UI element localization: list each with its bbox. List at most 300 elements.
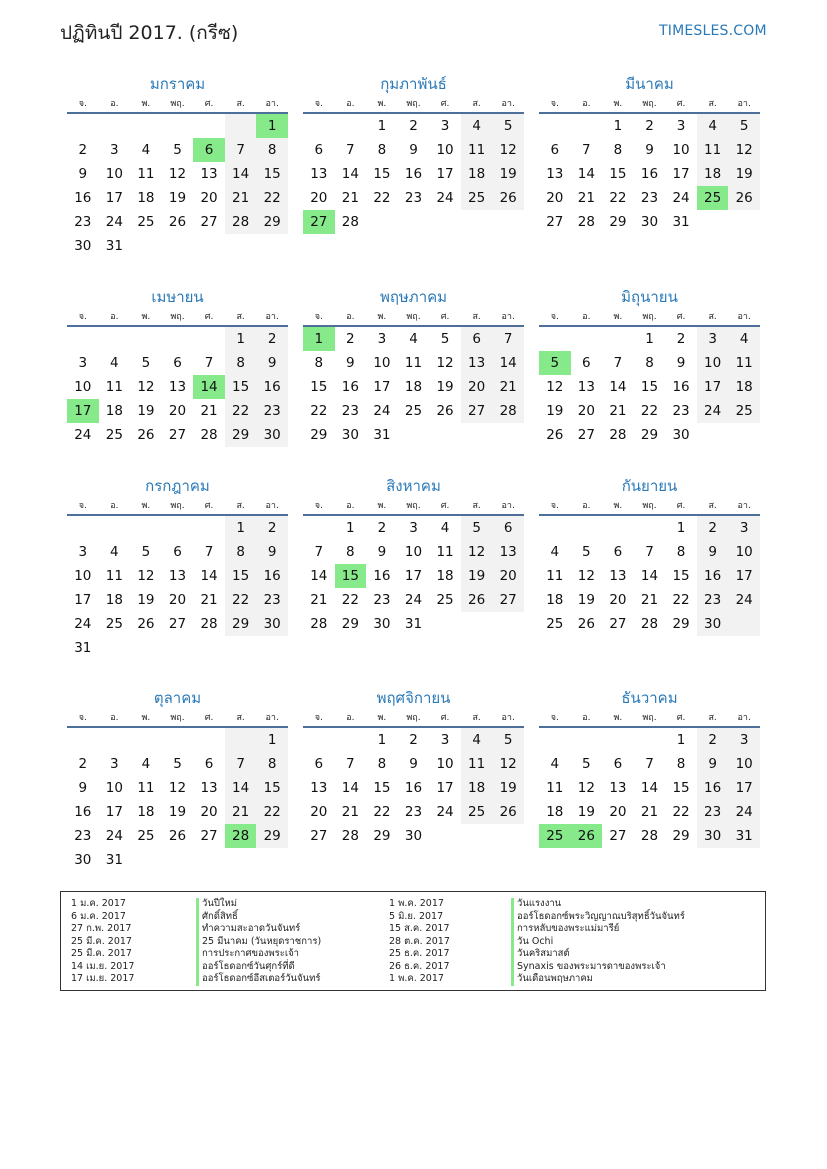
day-cell: 23 [704,804,722,820]
weekday-header: อา. [265,99,279,109]
day-cell: 24 [74,616,92,632]
day-cell: 18 [404,379,423,395]
day-cell: 30 [263,616,281,632]
day-cell: 22 [640,403,659,419]
day-cell: 27 [577,427,595,443]
day-cell: 12 [168,166,187,182]
day-cell: 2 [267,520,277,536]
day-cell: 25 [468,190,486,206]
day-cell: 15 [263,780,281,796]
day-cell: 9 [78,780,88,796]
day-cell: 21 [200,403,218,419]
day-cell: 17 [436,166,454,182]
legend-date: 28 ต.ค. 2017 [389,935,450,947]
day-cell: 18 [105,403,123,419]
day-cell: 8 [377,142,387,158]
day-cell: 29 [263,828,281,844]
day-cell: 28 [310,616,328,632]
weekday-header: จ. [78,312,87,322]
day-cell: 27 [200,828,218,844]
day-cell: 14 [200,568,218,584]
day-cell: 31 [105,238,123,254]
day-cell: 11 [404,355,423,371]
day-cell: 3 [78,544,88,560]
weekday-header: อา. [501,99,515,109]
day-cell: 12 [499,142,517,158]
day-cell: 19 [168,804,187,820]
legend-date: 25 มี.ค. 2017 [71,948,132,959]
day-cell: 2 [346,331,355,347]
weekday-header: จ. [78,501,87,511]
day-cell: 13 [577,379,595,395]
day-cell: 24 [105,828,123,844]
holiday-day-cell: 25 [539,824,571,848]
legend-date: 1 ม.ค. 2017 [71,898,126,909]
day-cell: 19 [735,166,753,182]
weekday-header: พ. [141,99,151,109]
day-cell: 3 [440,732,450,748]
day-cell: 15 [672,780,690,796]
day-cell: 20 [609,592,627,608]
site-brand[interactable]: TIMESLES.COM [659,23,767,39]
day-cell: 26 [168,214,187,230]
day-cell: 1 [613,118,623,134]
weekday-header: จ. [550,501,559,511]
holiday-day-cell: 5 [539,351,571,375]
month-name: สิงหาคม [386,477,441,495]
day-cell: 12 [735,142,753,158]
day-cell: 22 [672,804,690,820]
day-cell: 3 [739,732,749,748]
weekday-header: พ. [613,501,623,511]
day-cell: 8 [267,756,277,772]
day-cell: 23 [341,403,359,419]
day-cell: 22 [609,190,627,206]
weekday-header: พฤ. [170,99,185,109]
weekday-header: พฤ. [406,312,421,322]
weekday-header: จ. [550,312,559,322]
day-cell: 23 [373,592,391,608]
month-name: ธันวาคม [621,689,678,707]
holiday-day-cell: 15 [335,564,367,588]
day-cell: 12 [546,379,564,395]
day-cell: 28 [640,616,659,632]
legend-holiday-name: ศักดิ์สิทธิ์ [196,911,321,924]
day-cell: 20 [499,568,517,584]
day-cell: 26 [468,592,486,608]
day-cell: 14 [310,568,328,584]
weekday-header: พ. [377,713,387,723]
holiday-day-cell: 17 [67,399,99,423]
day-cell: 8 [645,355,654,371]
day-cell: 2 [377,520,387,536]
day-cell: 7 [346,756,355,772]
day-cell: 29 [672,828,690,844]
day-cell: 6 [472,331,481,347]
weekday-header: ส. [236,312,245,322]
legend-date: 15 ส.ค. 2017 [389,923,450,934]
day-cell: 22 [373,190,391,206]
day-cell: 13 [200,166,218,182]
day-cell: 13 [310,780,328,796]
day-cell: 29 [609,214,627,230]
day-cell: 30 [404,828,423,844]
weekday-header: จ. [78,99,87,109]
legend-date: 14 เม.ย. 2017 [71,960,135,972]
day-cell: 23 [404,190,423,206]
day-cell: 25 [105,616,123,632]
legend-date: 25 มี.ค. 2017 [71,935,132,947]
day-cell: 25 [137,828,155,844]
day-cell: 6 [204,756,214,772]
day-cell: 31 [735,828,753,844]
day-cell: 14 [341,780,359,796]
day-cell: 24 [672,190,690,206]
day-cell: 5 [582,544,591,560]
day-cell: 30 [704,616,722,632]
day-cell: 4 [550,756,560,772]
day-cell: 23 [672,403,690,419]
weekday-header: ส. [708,713,717,723]
day-cell: 7 [314,544,324,560]
day-cell: 17 [74,592,92,608]
day-cell: 16 [263,379,281,395]
day-cell: 8 [314,355,324,371]
day-cell: 23 [74,828,92,844]
day-cell: 29 [232,616,250,632]
weekday-header: ศ. [440,713,450,723]
day-cell: 16 [704,568,722,584]
day-cell: 21 [640,804,659,820]
weekday-header: ศ. [204,99,214,109]
weekday-header: พ. [377,312,387,322]
day-cell: 4 [141,756,151,772]
day-cell: 15 [310,379,328,395]
day-cell: 25 [468,804,486,820]
day-cell: 22 [263,190,281,206]
day-cell: 26 [499,804,517,820]
day-cell: 9 [78,166,88,182]
weekday-header: จ. [314,501,323,511]
day-cell: 23 [74,214,92,230]
day-cell: 6 [613,756,623,772]
weekday-header: ส. [708,501,717,511]
day-cell: 26 [735,190,753,206]
day-cell: 26 [168,828,187,844]
holiday-day-cell: 1 [303,327,335,351]
day-cell: 3 [739,520,749,536]
day-cell: 24 [74,427,92,443]
day-cell: 4 [550,544,560,560]
month-name: พฤษภาคม [379,288,448,306]
day-cell: 23 [404,804,423,820]
day-cell: 5 [503,732,513,748]
day-cell: 7 [582,142,591,158]
day-cell: 14 [640,568,659,584]
day-cell: 5 [503,118,513,134]
day-cell: 6 [550,142,560,158]
month-name: มกราคม [149,75,206,93]
day-cell: 11 [704,142,722,158]
day-cell: 3 [440,118,450,134]
weekday-header: ส. [472,312,481,322]
day-cell: 16 [404,166,423,182]
day-cell: 1 [236,520,245,536]
weekday-header: ส. [236,501,245,511]
weekday-header: อา. [265,713,279,723]
day-cell: 22 [373,804,391,820]
day-cell: 4 [472,732,481,748]
weekday-header: ส. [472,99,481,109]
day-cell: 3 [708,331,717,347]
day-cell: 15 [640,379,659,395]
day-cell: 21 [200,592,218,608]
day-cell: 18 [546,592,564,608]
day-cell: 27 [168,427,187,443]
day-cell: 19 [577,804,595,820]
day-cell: 16 [404,780,423,796]
day-cell: 12 [468,544,486,560]
day-cell: 19 [577,592,595,608]
weekday-header: ศ. [676,501,686,511]
day-cell: 7 [645,756,654,772]
day-cell: 18 [468,780,486,796]
weekday-header: ศ. [440,99,450,109]
day-cell: 16 [373,568,391,584]
day-cell: 28 [341,214,359,230]
day-cell: 12 [577,568,595,584]
weekday-header: ส. [472,501,481,511]
day-cell: 2 [708,732,717,748]
weekday-header: จ. [314,312,323,322]
weekday-header: อ. [110,312,119,322]
day-cell: 21 [310,592,328,608]
day-cell: 29 [310,427,328,443]
day-cell: 7 [204,544,214,560]
day-cell: 19 [137,403,155,419]
day-cell: 18 [735,379,753,395]
day-cell: 20 [200,190,218,206]
day-cell: 19 [499,780,517,796]
day-cell: 26 [137,616,155,632]
legend-dates-right [389,898,450,986]
legend-holiday-name: ออร์โธดอกซ์วันศุกร์ที่ดี [196,961,321,974]
day-cell: 17 [105,804,123,820]
month-name: กันยายน [621,477,678,495]
day-cell: 24 [735,804,753,820]
day-cell: 9 [645,142,654,158]
day-cell: 20 [577,403,595,419]
weekday-header: พ. [377,99,387,109]
day-cell: 18 [105,592,123,608]
day-cell: 15 [373,780,391,796]
day-cell: 4 [110,355,119,371]
day-cell: 14 [341,166,359,182]
weekday-header: ศ. [204,501,214,511]
legend-holiday-name: ทำความสะอาดวันจันทร์ [196,923,321,936]
day-cell: 15 [263,166,281,182]
holiday-day-cell: 28 [225,824,257,848]
day-cell: 29 [232,427,250,443]
day-cell: 30 [263,427,281,443]
day-cell: 11 [546,568,564,584]
weekday-header: อ. [346,501,355,511]
weekday-header: อา. [501,501,515,511]
day-cell: 11 [105,379,123,395]
day-cell: 16 [263,568,281,584]
day-cell: 27 [310,828,328,844]
day-cell: 20 [310,804,328,820]
day-cell: 20 [609,804,627,820]
day-cell: 7 [346,142,355,158]
day-cell: 1 [645,331,654,347]
day-cell: 14 [577,166,595,182]
day-cell: 6 [503,520,513,536]
weekday-header: อ. [110,501,119,511]
day-cell: 3 [377,331,387,347]
day-cell: 15 [232,568,250,584]
weekday-header: ศ. [676,99,686,109]
day-cell: 11 [105,568,123,584]
day-cell: 21 [341,804,359,820]
day-cell: 9 [346,355,355,371]
day-cell: 5 [173,756,182,772]
day-cell: 17 [436,780,454,796]
weekday-header: อา. [737,501,751,511]
legend-date: 1 พ.ค. 2017 [389,898,444,909]
day-cell: 18 [546,804,564,820]
day-cell: 7 [645,544,654,560]
day-cell: 8 [613,142,623,158]
day-cell: 9 [267,355,277,371]
day-cell: 16 [640,166,659,182]
day-cell: 29 [672,616,690,632]
day-cell: 28 [577,214,595,230]
weekday-header: อา. [265,312,279,322]
day-cell: 8 [236,355,245,371]
weekday-header: พฤ. [642,713,657,723]
day-cell: 23 [640,190,659,206]
weekday-header: อา. [737,312,751,322]
weekday-header: อ. [582,501,591,511]
day-cell: 10 [105,166,123,182]
legend-holiday-name: การหลับของพระแม่มารีย์ [511,923,685,936]
day-cell: 12 [436,355,454,371]
day-cell: 11 [436,544,454,560]
day-cell: 22 [263,804,281,820]
day-cell: 16 [74,804,92,820]
day-cell: 26 [137,427,155,443]
day-cell: 18 [436,568,454,584]
day-cell: 4 [409,331,418,347]
day-cell: 19 [168,190,187,206]
weekday-header: ศ. [204,713,214,723]
day-cell: 2 [645,118,654,134]
legend-holiday-name: 25 มีนาคม (วันหยุดราชการ) [196,936,321,949]
day-cell: 24 [436,804,454,820]
weekday-header: ส. [236,713,245,723]
day-cell: 27 [499,592,517,608]
weekday-header: ศ. [676,713,686,723]
month-name: กรกฎาคม [145,477,210,495]
day-cell: 11 [137,780,155,796]
day-cell: 17 [105,190,123,206]
weekday-header: จ. [78,713,87,723]
legend-holiday-name: Synaxis ของพระมารดาของพระเจ้า [511,961,685,974]
day-cell: 31 [672,214,690,230]
day-cell: 12 [137,568,155,584]
day-cell: 13 [168,379,187,395]
day-cell: 28 [640,828,659,844]
day-cell: 2 [267,331,277,347]
weekday-header: อ. [346,312,355,322]
day-cell: 25 [436,592,454,608]
day-cell: 25 [404,403,423,419]
day-cell: 8 [267,142,277,158]
weekday-header: ศ. [204,312,214,322]
day-cell: 2 [78,756,88,772]
day-cell: 12 [499,756,517,772]
month-name: มีนาคม [625,75,674,93]
day-cell: 14 [232,166,250,182]
day-cell: 17 [373,379,391,395]
day-cell: 11 [735,355,753,371]
holiday-day-cell: 26 [571,824,603,848]
holiday-day-cell: 6 [193,138,225,162]
day-cell: 18 [137,190,155,206]
weekday-header: พ. [141,312,151,322]
day-cell: 17 [735,780,753,796]
day-cell: 30 [672,427,690,443]
legend-date: 25 ธ.ค. 2017 [389,948,450,959]
day-cell: 3 [110,142,119,158]
month-name: พฤศจิกายน [376,689,451,707]
weekday-header: ส. [708,99,717,109]
day-cell: 18 [704,166,722,182]
day-cell: 23 [704,592,722,608]
holiday-day-cell: 25 [697,186,729,210]
weekday-header: พฤ. [406,99,421,109]
day-cell: 30 [74,852,92,868]
day-cell: 21 [499,379,517,395]
day-cell: 22 [672,592,690,608]
day-cell: 14 [499,355,517,371]
page-title: ปฏิทินปี 2017. (กรีซ) [60,22,239,44]
day-cell: 7 [503,331,513,347]
day-cell: 10 [373,355,391,371]
day-cell: 13 [310,166,328,182]
day-cell: 8 [377,756,387,772]
day-cell: 1 [346,520,355,536]
weekday-header: อา. [265,501,279,511]
weekday-header: พ. [613,713,623,723]
day-cell: 9 [409,756,418,772]
day-cell: 31 [373,427,391,443]
day-cell: 19 [468,568,486,584]
day-cell: 17 [704,379,722,395]
day-cell: 25 [105,427,123,443]
day-cell: 20 [468,379,486,395]
day-cell: 24 [373,403,391,419]
day-cell: 30 [704,828,722,844]
day-cell: 28 [200,427,218,443]
weekday-header: จ. [314,99,323,109]
day-cell: 5 [472,520,481,536]
day-cell: 3 [676,118,686,134]
day-cell: 17 [404,568,423,584]
day-cell: 28 [609,427,627,443]
day-cell: 27 [200,214,218,230]
